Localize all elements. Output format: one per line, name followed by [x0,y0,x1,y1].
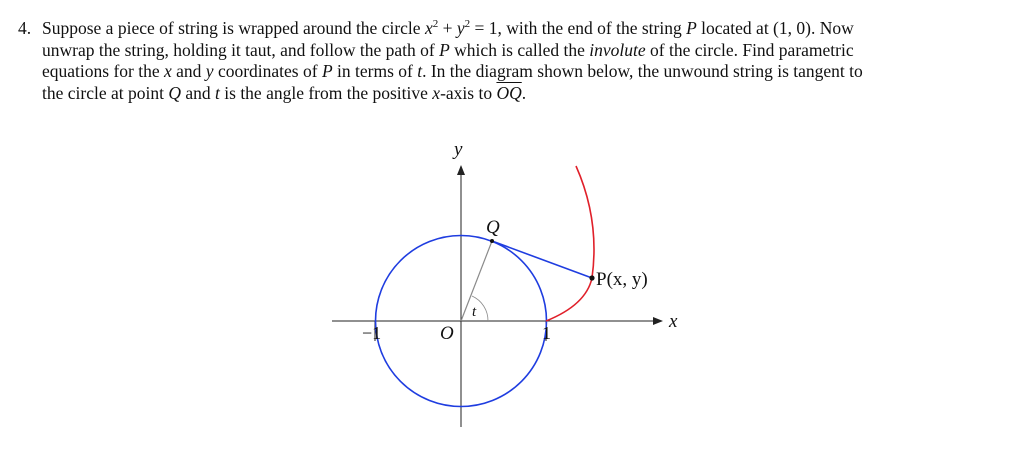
math-var-p: P [439,39,450,60]
math-var-x: x [163,61,172,81]
unwound-string [492,241,592,278]
exponent: 2 [464,18,471,30]
math-var-x: x [432,82,441,103]
text-span: coordinates of [213,61,322,81]
text-span: which is called the [449,39,590,60]
text-span: equations for the [42,61,164,81]
math-var-y: y [456,18,465,38]
math-var-p: P [686,18,697,38]
text-span: and [180,82,216,103]
text-span: in terms of [332,61,418,81]
text-span: and [171,61,206,81]
point-p-label: P(x, y) [596,269,648,290]
text-span: . In the diagram shown below, the unwound string is tangent to [422,61,863,81]
point-q-label: Q [486,217,500,238]
emphasis-involute: involute [589,39,646,60]
origin-label: O [440,323,454,344]
math-var-t: t [417,61,423,81]
text-span: unwrap the string, holding it taut, and follow the path of [42,39,440,60]
y-axis-label: y [454,139,463,160]
math-var-q: Q [168,82,181,103]
text-span: . [521,82,527,103]
angle-label: t [472,304,477,320]
radius-oq [461,241,492,321]
text-span: -axis to [440,82,497,103]
exponent: 2 [432,18,439,30]
text-span: the circle at point [42,82,169,103]
math-var-x: x [424,18,433,38]
text-span: is the angle from the positive [219,82,433,103]
tick-one-label: 1 [542,323,551,343]
segment-oq: $\overline{OQ}$ [496,82,522,103]
problem-number: 4. [18,18,32,38]
text-span: Suppose a piece of string is wrapped around the circle [42,18,425,38]
x-axis-label: x [669,311,678,332]
tick-neg-one-label: −1 [362,323,382,343]
math-var-p: P [321,61,333,81]
point-p-dot [589,275,594,280]
math-var-t: t [215,82,220,103]
text-span: of the circle. Find parametric [645,39,854,60]
involute-curve [546,166,594,321]
text-span: = 1, with the end of the string [470,18,687,38]
text-span: located at (1, 0). Now [696,18,854,38]
math-var-y: y [205,61,214,81]
point-q-dot [490,239,494,243]
text-span: + [438,18,457,38]
